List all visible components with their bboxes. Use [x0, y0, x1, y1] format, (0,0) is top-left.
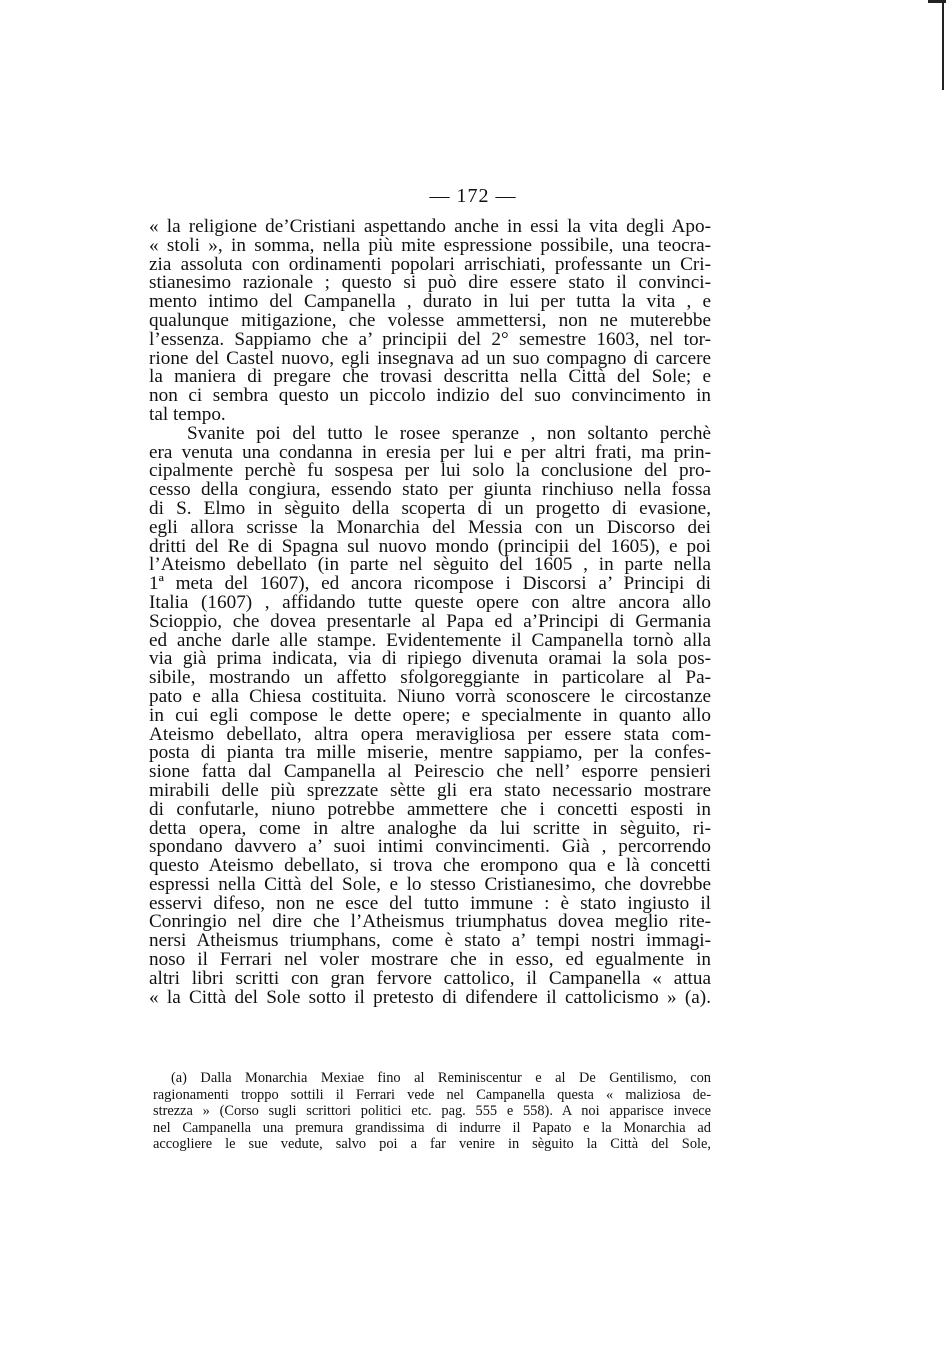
text-line: espressi nella Città del Sole, e lo stesso Cristianesimo, che dovrebbe [149, 873, 711, 895]
page-number: — 172 — [429, 185, 517, 207]
footnote-line: strezza » (Corso sugli scrittori politici etc. pag. 555 e 558). A noi apparisce invece [153, 1103, 711, 1119]
text-line: altri libri scritti con gran fervore cattolico, il Campanella « attua [149, 967, 711, 989]
text-line: egli allora scrisse la Monarchia del Messia con un Discorso dei [149, 516, 711, 538]
text-line: « stoli », in somma, nella più mite espressione possibile, una teocra- [149, 234, 711, 256]
text-line: l’Ateismo debellato (in parte nel sèguito del 1605 , in parte nella [149, 554, 711, 576]
text-line: zia assoluta con ordinamenti popolari arrischiati, professante un Cri- [149, 253, 711, 275]
text-line: nersi Atheismus triumphans, come è stato a’ tempi nostri immagi- [149, 930, 711, 952]
text-line: noso il Ferrari nel voler mostrare che in esso, ed egualmente in [149, 949, 711, 971]
text-line: cesso della congiura, essendo stato per giunta rinchiuso nella fossa [149, 479, 711, 501]
scan-edge-line [942, 0, 944, 90]
text-line: di confutarle, niuno potrebbe ammettere che i concetti esposti in [149, 798, 711, 820]
text-line: Italia (1607) , affidando tutte queste opere con altre ancora allo [149, 591, 711, 613]
text-line: Conringio nel dire che l’Atheismus triumphatus dovea meglio rite- [149, 911, 711, 933]
footnote-line: (a) Dalla Monarchia Mexiae fino al Reminiscentur e al De Gentilismo, con [171, 1070, 711, 1086]
text-line: via già prima indicata, via di ripiego divenuta oramai la sola pos- [149, 648, 711, 670]
text-line: mirabili delle più sprezzate sètte gli era stato necessario mostrare [149, 779, 711, 801]
text-line: Scioppio, che dovea presentarle al Papa ed a’Principi di Germania [149, 610, 711, 632]
text-line: esservi difeso, non ne esce del tutto immune : è stato ingiusto il [149, 892, 711, 914]
text-line: cipalmente perchè fu sospesa per lui solo la conclusione del pro- [149, 460, 711, 482]
text-line: in cui egli compose le dette opere; e specialmente in quanto allo [149, 704, 711, 726]
text-line: rione del Castel nuovo, egli insegnava ad un suo compagno di carcere [149, 347, 711, 369]
text-line: spondano davvero a’ suoi intimi convincimenti. Già , percorrendo [149, 836, 711, 858]
text-line: posta di pianta tra mille miserie, mentre sappiamo, per la confes- [149, 742, 711, 764]
footnote-line: accogliere le sue vedute, salvo poi a far venire in sèguito la Città del Sole, [153, 1136, 711, 1152]
text-line: la maniera di pregare che trovasi descritta nella Città del Sole; e [149, 366, 711, 388]
text-line: pato e alla Chiesa costituita. Niuno vorrà sconoscere le circostanze [149, 685, 711, 707]
text-line: tal tempo. [149, 403, 226, 425]
text-line: dritti del Re di Spagna sul nuovo mondo (principii del 1605), e poi [149, 535, 711, 557]
text-line: l’essenza. Sappiamo che a’ principii del 2° semestre 1603, nel tor- [149, 328, 711, 350]
text-line: qualunque mitigazione, che volesse ammettersi, non ne muterebbe [149, 309, 711, 331]
text-line: ed anche darle alle stampe. Evidentemente il Campanella tornò alla [149, 629, 711, 651]
text-line: Ateismo debellato, altra opera meravigliosa per essere stata com- [149, 723, 711, 745]
footnote-line: ragionamenti troppo sottili il Ferrari vede nel Campanella questa « maliziosa de- [153, 1086, 711, 1103]
text-line: di S. Elmo in sèguito della scoperta di un progetto di evasione, [149, 497, 711, 519]
text-line: 1ª meta del 1607), ed ancora ricompose i Discorsi a’ Principi di [149, 573, 711, 595]
text-line: sione fatta dal Campanella al Peirescio che nell’ esporre pensieri [149, 761, 711, 783]
footnote [153, 1070, 711, 1153]
text-line: questo Ateismo debellato, si trova che erompono qua e là concetti [149, 855, 711, 877]
footnote-line: nel Campanella una premura grandissima di indurre il Papato e la Monarchia ad [153, 1119, 711, 1136]
text-line: stianesimo razionale ; questo si può dire essere stato il convinci- [149, 272, 711, 294]
text-line: era venuta una condanna in eresia per lui e per altri frati, ma prin- [149, 441, 711, 463]
text-line: sibile, mostrando un affetto sfolgoreggiante in particolare al Pa- [149, 667, 711, 689]
text-line: « la Città del Sole sotto il pretesto di difendere il cattolicismo » (a). [149, 986, 711, 1008]
text-line: Svanite poi del tutto le rosee speranze , non soltanto perchè [187, 422, 711, 444]
text-line: mento intimo del Campanella , durato in lui per tutta la vita , e [149, 291, 711, 313]
main-text [149, 218, 711, 1007]
text-line: detta opera, come in altre analoghe da lui scritte in sèguito, ri- [149, 817, 711, 839]
text-line: « la religione de’Cristiani aspettando anche in essi la vita degli Apo- [149, 216, 711, 237]
text-line: non ci sembra questo un piccolo indizio del suo convincimento in [149, 385, 711, 407]
